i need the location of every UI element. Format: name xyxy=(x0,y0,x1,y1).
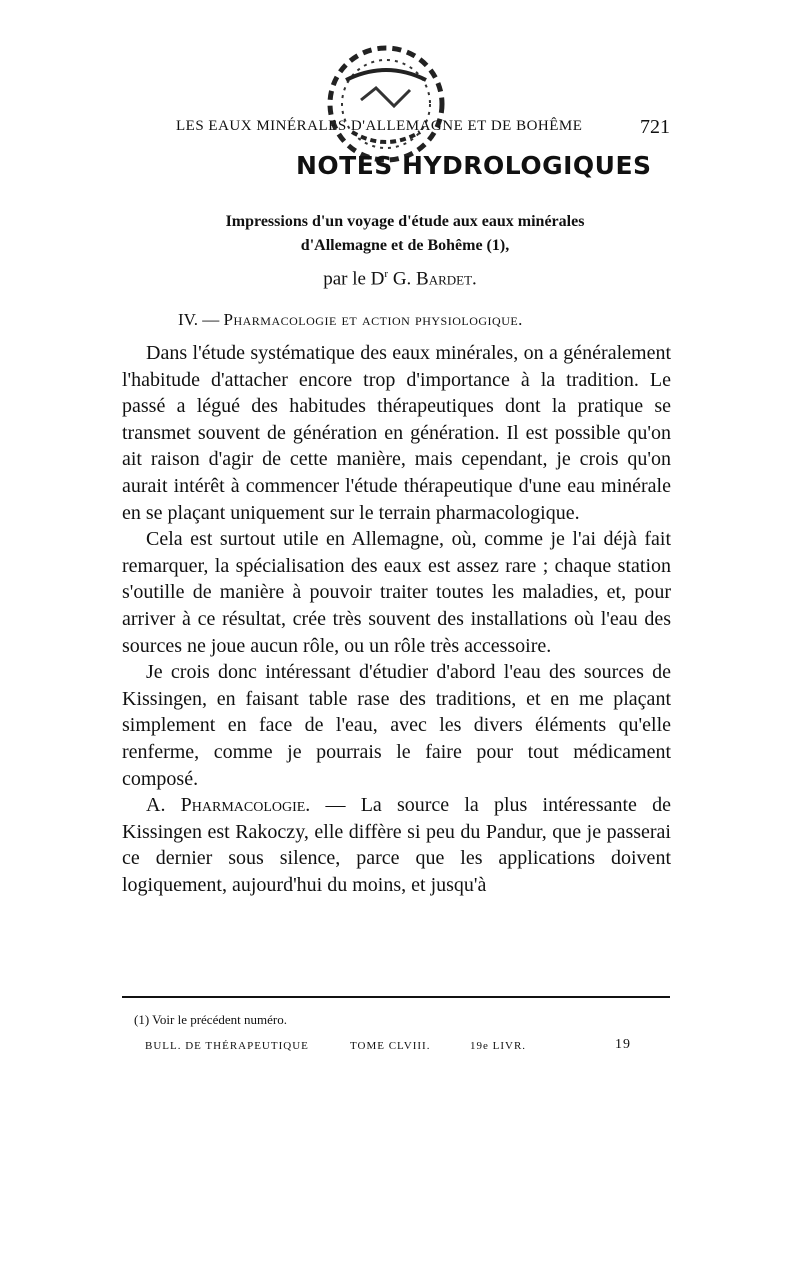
chapter-title: Pharmacologie et action physiologique. xyxy=(223,310,523,329)
chapter-heading xyxy=(178,310,523,330)
page-number: 721 xyxy=(640,116,670,138)
paragraph-3: Je crois donc intéressant d'étudier d'abord l'eau des sources de Kissingen, en faisant table rase des traditions, et en me plaçant simplement en face de l'eau, avec les divers éléments qu'elle renferme, comme je pourrais le faire pour tout médicament composé. xyxy=(122,661,671,790)
imprint-tome: TOME CLVIII. xyxy=(350,1040,431,1052)
footnote: (1) Voir le précédent numéro. xyxy=(134,1012,287,1027)
running-head xyxy=(170,116,670,142)
byline-sup: r xyxy=(384,268,389,280)
subtitle-line-1: Impressions d'un voyage d'étude aux eaux minérales xyxy=(225,213,585,230)
imprint-journal: BULL. DE THÉRAPEUTIQUE xyxy=(145,1040,309,1052)
section-title: NOTES HYDROLOGIQUES xyxy=(296,151,652,180)
byline xyxy=(250,268,550,290)
imprint-livraison: 19e LIVR. xyxy=(470,1040,527,1052)
paragraph-1: Dans l'étude systématique des eaux minérales, on a généralement l'habitude d'attacher encore trop d'importance à la tradition. Le passé a légué des habitudes thérapeutiques dont la pratique se transmet souvent de génération en génération. Il est possible qu'on ait raison d'agir de cette manière, mais cependant, je crois qu'on aurait intérêt à commencer l'étude thérapeutique d'une eau minérale en se plaçant uniquement sur le terrain pharmacologique. xyxy=(122,342,671,524)
running-head-title: LES EAUX MINÉRALES D'ALLEMAGNE ET DE BOHÊME xyxy=(176,118,583,134)
imprint-line xyxy=(145,1037,635,1060)
paragraph-2: Cela est surtout utile en Allemagne, où, comme je l'ai déjà fait remarquer, la spécialisation des eaux est assez rare ; chaque station s'outille de manière à pouvoir traiter toutes les maladies, et, pour arriver à ce résultat, crée très souvent des installations où l'eau des sources ne joue aucun rôle, ou un rôle très accessoire. xyxy=(122,528,671,657)
body-text xyxy=(122,340,671,898)
article-subtitle xyxy=(110,210,700,258)
footnote-rule xyxy=(122,996,670,998)
paragraph-4 xyxy=(122,792,671,898)
paragraph-4-label: A. Pharmacologie. — xyxy=(146,794,346,817)
paragraph-4-text: La source la plus intéressante de Kissingen est Rakoczy, elle diffère si peu du Pandur, que je passerai ce dernier sous silence, parce que les applications doivent logiquement, aujourd'hui du moins, et jusqu'à xyxy=(122,794,671,896)
byline-prefix: par le D xyxy=(323,268,385,290)
chapter-number: IV. — xyxy=(178,310,220,329)
author-name: G. Bardet. xyxy=(392,268,477,290)
imprint-signature: 19 xyxy=(615,1037,631,1052)
subtitle-line-2: d'Allemagne et de Bohême (1), xyxy=(300,237,510,254)
